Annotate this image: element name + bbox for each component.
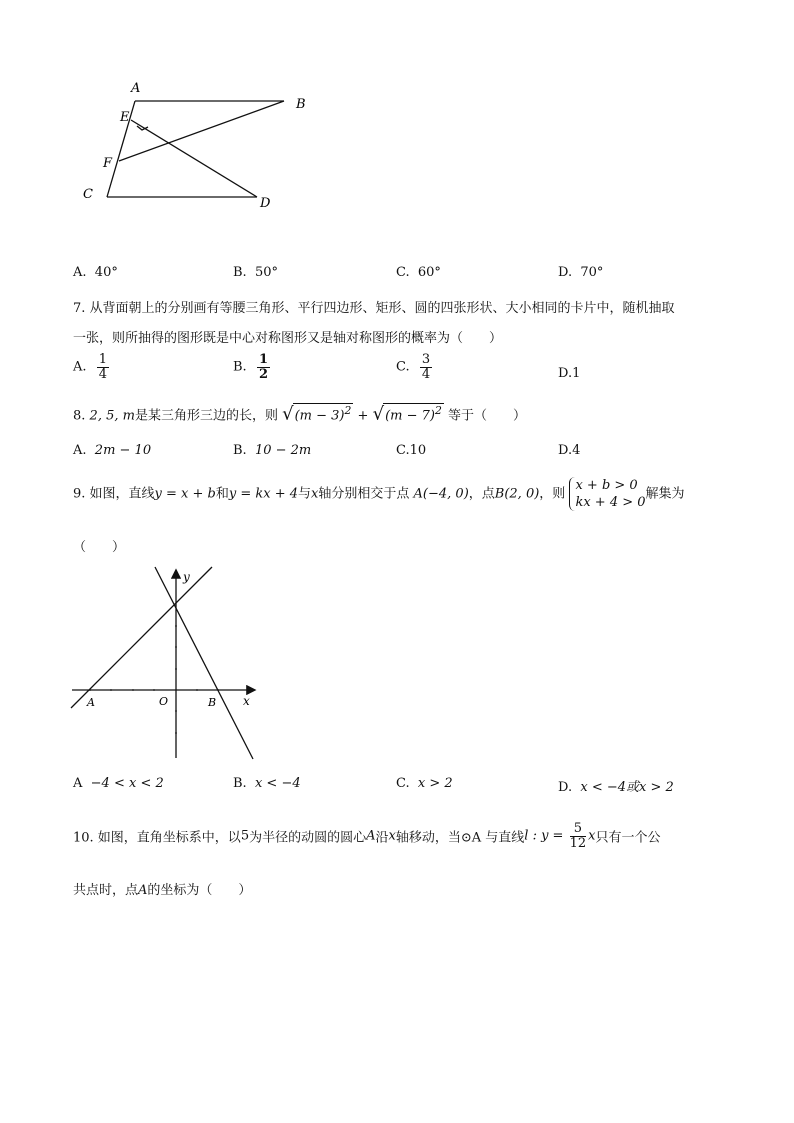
label-x-axis: x [243, 694, 250, 708]
segment-bf [119, 101, 284, 161]
label-e: E [120, 110, 130, 125]
label-point-b: B [208, 696, 217, 709]
q8-option-a[interactable]: A. 2m − 10 [73, 443, 152, 458]
q8-stem: 8. 2, 5, m是某三角形三边的长，则 $√(m - 3)^2 + √(m - 7)^2$ 等于（ ） [73, 403, 527, 425]
line-y-kx-4 [155, 567, 253, 759]
fraction: $\frac{3}{4}$ [421, 352, 431, 382]
q10-stem-line2: 共点时，点A的坐标为（ ） [73, 883, 252, 898]
q9-option-d[interactable]: D. x < −4或x > 2 [558, 780, 674, 795]
inequality-system: x + b > 0 kx + 4 > 0 [569, 477, 645, 511]
q6-option-b[interactable]: B. 50° [233, 265, 278, 280]
q7-option-c[interactable]: C. $\frac{3}{4}$ [396, 352, 431, 382]
q6-option-d[interactable]: D. 70° [558, 265, 604, 280]
label-point-a: A [87, 696, 95, 709]
label-c: C [83, 187, 93, 202]
q7-option-d[interactable]: D.1 [558, 366, 581, 381]
fraction: $\frac{1}{4}$ [98, 352, 108, 382]
q6-option-a[interactable]: A. 40° [73, 265, 118, 280]
label-origin-o: O [159, 695, 169, 708]
q9-coordinate-figure [66, 563, 266, 763]
q7-stem-line2: 一张，则所抽得的图形既是中心对称图形又是轴对称图形的概率为（ ） [73, 331, 503, 346]
q7-stem-line1: 7. 从背面朝上的分别画有等腰三角形、平行四边形、矩形、圆的四张形状、大小相同的卡片中，随机抽取 [73, 301, 675, 316]
q7-option-a[interactable]: A. $\frac{1}{4}$ [73, 352, 108, 382]
q9-option-a[interactable]: A −4 < x < 2 [73, 776, 164, 791]
q9-option-b[interactable]: B. x < −4 [233, 776, 301, 791]
q9-stem: 9. 如图，直线y = x + b和y = kx + 4与x轴分别相交于点 A(−4, 0)，点B(2, 0)，则 x + b > 0 kx + 4 > 0 解集为 [73, 478, 685, 510]
q8-option-b[interactable]: B. 10 − 2m [233, 443, 312, 458]
segment-ed [131, 120, 257, 197]
q6-option-c[interactable]: C. 60° [396, 265, 441, 280]
label-f: F [103, 156, 113, 171]
q7-option-b[interactable]: B. $\frac{1}{2}$ [233, 352, 268, 382]
q9-option-c[interactable]: C. x > 2 [396, 776, 453, 791]
label-b: B [296, 97, 306, 112]
fraction: $\frac{5}{12}$ [569, 821, 587, 851]
q8-option-c[interactable]: C.10 [396, 443, 427, 458]
label-y-axis: y [183, 570, 190, 584]
label-a: A [131, 81, 141, 96]
q6-geometry-figure [70, 70, 330, 220]
fraction: $\frac{1}{2}$ [258, 352, 268, 382]
q10-stem-line1: 10. 如图，直角坐标系中，以5为半径的动圆的圆心A沿x轴移动，当⊙A 与直线l : y = $\frac{5}{12}$ x只有一个公 [73, 821, 661, 851]
q8-option-d[interactable]: D.4 [558, 443, 581, 458]
label-d: D [260, 196, 271, 211]
q9-answer-paren: （ ） [73, 540, 126, 555]
